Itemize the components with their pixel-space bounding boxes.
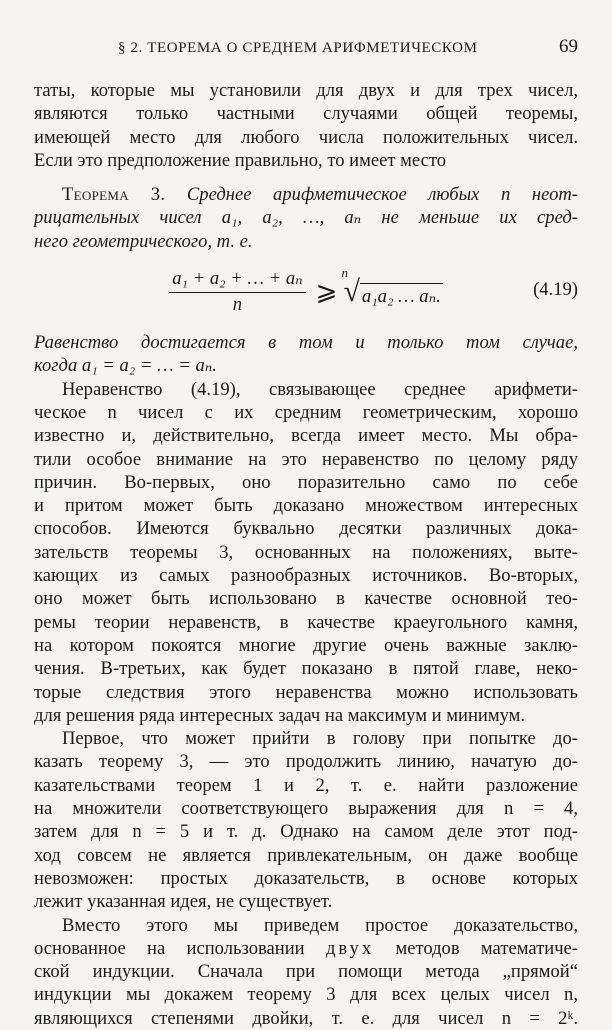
- text-line: зательств теоремы 3, основанных на положениях, выте-: [34, 541, 578, 563]
- text-line: Равенство достигается в том и только том случае,: [34, 332, 578, 354]
- text-line: известно и, действительно, всегда имеет место. Мы обра-: [34, 425, 578, 447]
- text-line: являющихся степенями двойки, т. е. для чисел n = 2ᵏ.: [34, 1007, 578, 1029]
- text-line: ской индукции. Сначала при помощи метода „прямой“: [34, 961, 578, 983]
- page-header: [34, 36, 578, 58]
- paragraph-1: [34, 79, 578, 172]
- formula-relation: ⩾: [315, 277, 338, 307]
- text-line: него геометрического, т. е.: [34, 230, 253, 252]
- text-line: причин. Во-первых, оно поразительно само по себе: [34, 471, 578, 493]
- text-line: для решения ряда интересных задач на максимум и минимум.: [34, 704, 526, 726]
- text-line: казательствами теорем 1 и 2, т. е. найти разложение: [34, 774, 578, 796]
- paragraph-2: [34, 378, 578, 727]
- text-line: индукции мы докажем теорему 3 для всех целых чисел n,: [34, 984, 578, 1006]
- equation-number: (4.19): [533, 279, 578, 301]
- formula-4-19: [34, 253, 578, 331]
- text-line: Если это предположение правильно, то имеет место: [34, 149, 447, 171]
- text-segment: методов математиче-: [395, 937, 578, 959]
- text-line: являются только частными случаями общей теоремы,: [34, 103, 578, 125]
- theorem-3: [34, 183, 578, 253]
- text-line: ческое n чисел с их средним геометрическим, хорошо: [34, 401, 578, 423]
- text-line: на множители соответствующего выражения для n = 4,: [34, 798, 578, 820]
- text-line: способов. Имеются буквально десятки различных дока-: [34, 518, 578, 540]
- spaced-word: двух: [325, 937, 375, 959]
- text-line: оно может быть использовано в качестве основной тео-: [34, 588, 578, 610]
- text-line: чения. В-третьих, как будет показано в пятой главе, неко-: [34, 658, 578, 680]
- paragraph-3: [34, 727, 578, 913]
- text-line: кающих из самых разнообразных источников. Во-вторых,: [34, 565, 578, 587]
- text-line: и притом может быть доказано множеством интересных: [34, 495, 578, 517]
- text-line: таты, которые мы установили для двух и для трех чисел,: [34, 80, 578, 101]
- text-segment: основанное на использовании: [34, 937, 305, 959]
- radical-sign: √: [343, 274, 360, 308]
- root-index: n: [341, 264, 348, 280]
- text-line: рицательных чисел a₁, a₂, …, aₙ не меньше их сред-: [34, 207, 578, 229]
- text-line: [34, 937, 578, 960]
- text-line: торые следствия этого неравенства можно использовать: [34, 681, 578, 703]
- paragraph-4: [34, 914, 578, 1030]
- text-line: ремы теории неравенств, в качестве краеугольного камня,: [34, 611, 578, 633]
- theorem-label: Теорема 3.: [62, 184, 166, 206]
- formula-fraction: [169, 268, 305, 316]
- equality-clause: [34, 331, 578, 378]
- text-line: невозможен: простых доказательств, в основе которых: [34, 867, 578, 889]
- formula-numerator: a₁ + a₂ + … + aₙ: [169, 268, 305, 293]
- text-line: Неравенство (4.19), связывающее среднее арифмети-: [62, 378, 578, 400]
- running-head: § 2. ТЕОРЕМА О СРЕДНЕМ АРИФМЕТИЧЕСКОМ: [118, 40, 478, 56]
- formula-root: [341, 264, 442, 308]
- theorem-text: Среднее арифметическое любых n неот-: [186, 184, 578, 206]
- formula-denominator: n: [232, 294, 243, 316]
- text-line: тили особое внимание на это неравенство по целому ряду: [34, 448, 578, 470]
- text-line: казать теорему 3, — это продолжить линию, начатую до-: [34, 751, 578, 773]
- text-line: Вместо этого мы приведем простое доказательство,: [62, 914, 578, 936]
- text-line: Первое, что может прийти в голову при попытке до-: [62, 728, 578, 750]
- page-body: [34, 79, 578, 1030]
- formula-radicand: a₁a₂ … aₙ.: [360, 283, 443, 308]
- text-line: имеющей место для любого числа положительных чисел.: [34, 126, 578, 148]
- text-line: на котором покоятся многие другие очень важные заклю-: [34, 634, 578, 656]
- text-line: лежит указанная идея, не существует.: [34, 891, 333, 913]
- text-line: [34, 183, 578, 206]
- text-line: затем для n = 5 и т. д. Однако на самом деле этот под-: [34, 821, 578, 843]
- page-number: 69: [559, 36, 578, 57]
- text-line: ход совсем не является привлекательным, он даже вообще: [34, 844, 578, 866]
- text-line: когда a₁ = a₂ = … = aₙ.: [34, 355, 217, 377]
